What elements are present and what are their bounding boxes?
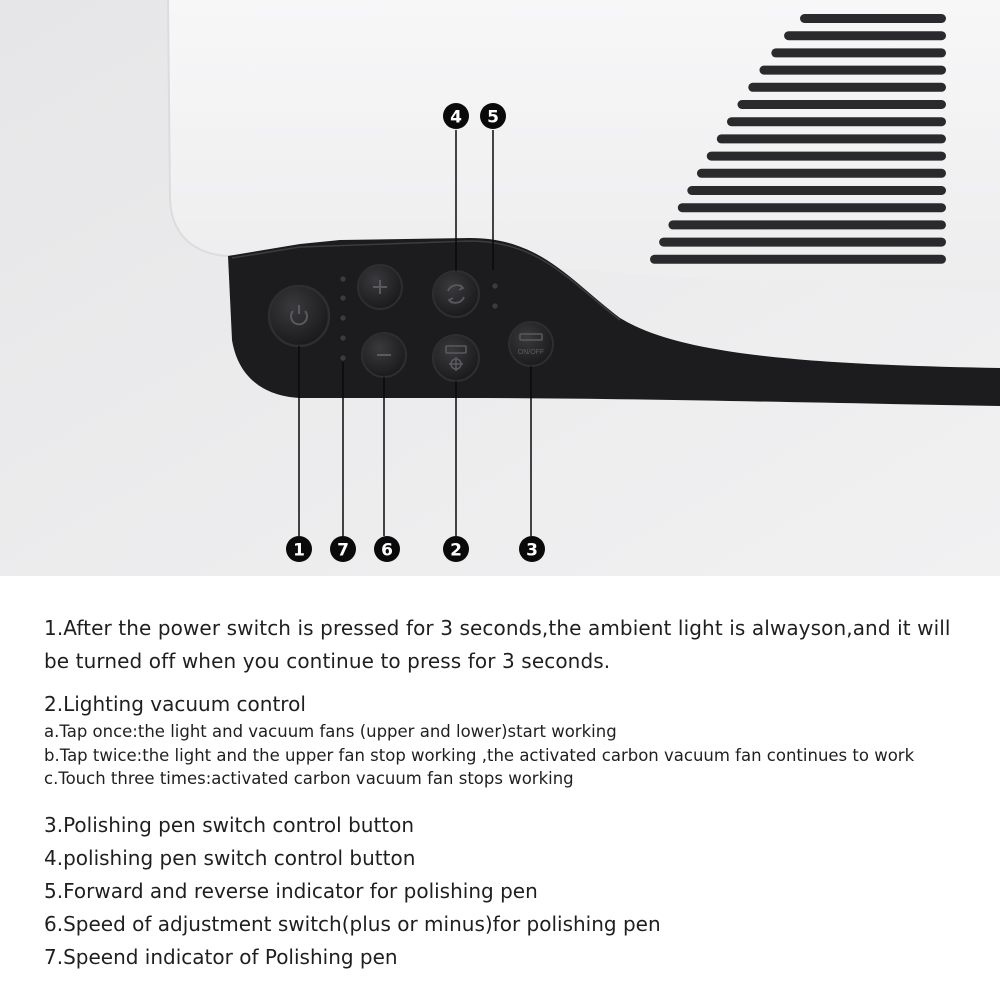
power-button[interactable] (269, 286, 329, 346)
pen-onoff-button[interactable] (509, 322, 553, 366)
pen-onoff-label: ON/OFF (517, 349, 545, 356)
description-item-4: 4.polishing pen switch control button (44, 845, 416, 870)
description-item-2a: a.Tap once:the light and vacuum fans (upper and lower)start working (44, 722, 617, 741)
description-item-7: 7.Speend indicator of Polishing pen (44, 944, 398, 969)
vent-slot (687, 186, 946, 195)
vent-slot (800, 14, 946, 23)
description-area (44, 612, 974, 974)
vent-slot (668, 220, 946, 229)
callout-3 (519, 536, 545, 562)
speed-minus-button[interactable] (362, 333, 406, 377)
svg-text:3: 3 (526, 540, 538, 561)
description-item-5: 5.Forward and reverse indicator for polishing pen (44, 878, 538, 903)
vent-slot (707, 152, 946, 161)
lighting-vacuum-button[interactable] (433, 335, 479, 381)
description-item-2b: b.Tap twice:the light and the upper fan stop working ,the activated carbon vacuum fan continues to work (44, 745, 915, 765)
vent-slot (650, 255, 946, 264)
svg-text:1: 1 (293, 540, 305, 561)
svg-text:5: 5 (487, 107, 499, 128)
description-item-1: 1.After the power switch is pressed for 3 seconds,the ambient light is alwayson,and it will be turned off when you continue to press for 3 seconds. (44, 616, 951, 673)
description-item-6: 6.Speed of adjustment switch(plus or minus)for polishing pen (44, 911, 661, 936)
description-item-2c: c.Touch three times:activated carbon vacuum fan stops working (44, 769, 574, 788)
vent-slot (771, 48, 946, 57)
svg-text:7: 7 (337, 540, 349, 561)
vent-slot (727, 117, 946, 126)
description-list (44, 809, 974, 974)
callout-4 (443, 103, 469, 129)
vent-slot (717, 134, 946, 143)
vent-slot (737, 100, 946, 109)
vent-slot (760, 66, 946, 75)
vent-slot (748, 83, 946, 92)
vent-slot (784, 31, 946, 40)
callout-5 (480, 103, 506, 129)
callout-1 (286, 536, 312, 562)
callout-7 (330, 536, 356, 562)
callout-6 (374, 536, 400, 562)
vent-slot (659, 238, 946, 247)
svg-text:2: 2 (450, 540, 462, 561)
description-item-2-title: 2.Lighting vacuum control (44, 692, 306, 716)
vent-slot (678, 203, 946, 212)
description-item-3: 3.Polishing pen switch control button (44, 812, 415, 837)
vent-slot (697, 169, 946, 178)
svg-text:6: 6 (381, 540, 393, 561)
callout-2 (443, 536, 469, 562)
speed-plus-button[interactable] (358, 265, 402, 309)
forward-reverse-button[interactable] (433, 271, 479, 317)
svg-text:4: 4 (450, 107, 462, 128)
